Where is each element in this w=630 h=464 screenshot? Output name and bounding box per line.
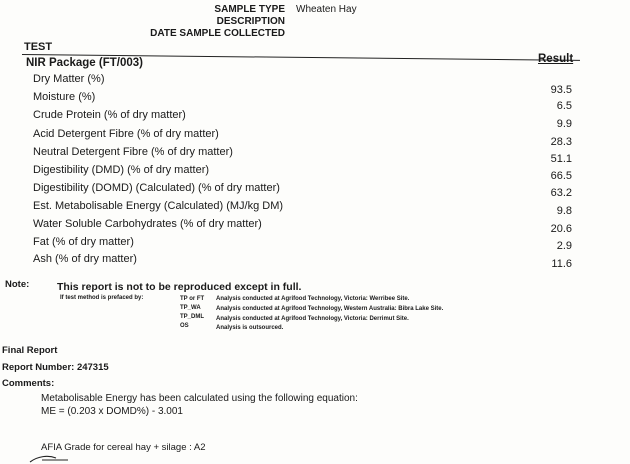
date-collected-label: DATE SAMPLE COLLECTED bbox=[150, 28, 285, 39]
result-column-header: Result bbox=[538, 53, 574, 65]
row-value: 6.5 bbox=[556, 100, 572, 112]
note-title: This report is not to be reproduced except in full. bbox=[57, 281, 302, 293]
row-name: Digestibility (DMD) (% of dry matter) bbox=[33, 164, 210, 176]
afia-grade: AFIA Grade for cereal hay + silage : A2 bbox=[41, 442, 206, 453]
package-title: NIR Package (FT/003) bbox=[26, 57, 143, 69]
signature-mark bbox=[28, 454, 98, 464]
test-column-header: TEST bbox=[24, 41, 53, 53]
row-value: 11.6 bbox=[551, 258, 572, 270]
row-value: 51.1 bbox=[550, 153, 572, 165]
row-name: Est. Metabolisable Energy (Calculated) (MJ/kg DM) bbox=[33, 200, 284, 212]
note-code-text: Analysis conducted at Agrifood Technology, Western Australia: Bibra Lake Site. bbox=[216, 306, 444, 312]
note-code: TP_DML bbox=[180, 314, 204, 320]
comment-line: Metabolisable Energy has been calculated using the following equation: bbox=[41, 393, 358, 404]
comments-label: Comments: bbox=[2, 378, 55, 389]
row-value: 93.5 bbox=[550, 84, 572, 96]
row-name: Neutral Detergent Fibre (% of dry matter) bbox=[33, 146, 233, 158]
note-code-text: Analysis is outsourced. bbox=[216, 325, 284, 331]
row-value: 2.9 bbox=[556, 240, 572, 252]
description-label: DESCRIPTION bbox=[216, 16, 285, 27]
note-prefix: If test method is prefaced by: bbox=[60, 295, 144, 301]
note-code: OS bbox=[180, 323, 189, 329]
row-value: 20.6 bbox=[550, 223, 572, 235]
row-name: Fat (% of dry matter) bbox=[33, 236, 134, 248]
row-value: 9.9 bbox=[556, 118, 572, 130]
row-name: Acid Detergent Fibre (% of dry matter) bbox=[33, 128, 219, 140]
row-name: Crude Protein (% of dry matter) bbox=[33, 109, 186, 121]
sample-type-label: SAMPLE TYPE bbox=[214, 4, 285, 15]
note-code: TP_WA bbox=[180, 305, 201, 311]
row-value: 63.2 bbox=[550, 187, 572, 199]
row-value: 66.5 bbox=[550, 170, 572, 182]
note-code: TP or FT bbox=[180, 296, 205, 302]
row-name: Moisture (%) bbox=[33, 91, 96, 103]
row-name: Digestibility (DOMD) (Calculated) (% of dry matter) bbox=[33, 182, 280, 194]
equation-line: ME = (0.203 x DOMD%) - 3.001 bbox=[41, 406, 183, 417]
report-number: Report Number: 247315 bbox=[2, 362, 109, 373]
note-code-text: Analysis conducted at Agrifood Technology, Victoria: Werribee Site. bbox=[216, 296, 410, 302]
row-value: 9.8 bbox=[556, 205, 572, 217]
final-report-label: Final Report bbox=[2, 345, 58, 356]
note-label: Note: bbox=[5, 279, 30, 290]
row-name: Dry Matter (%) bbox=[33, 73, 105, 85]
note-code-text: Analysis conducted at Agrifood Technology, Victoria: Derrimut Site. bbox=[216, 316, 409, 322]
row-name: Water Soluble Carbohydrates (% of dry matter) bbox=[33, 218, 262, 230]
sample-type-value: Wheaten Hay bbox=[296, 4, 357, 15]
row-value: 28.3 bbox=[550, 136, 572, 148]
row-name: Ash (% of dry matter) bbox=[33, 253, 137, 265]
